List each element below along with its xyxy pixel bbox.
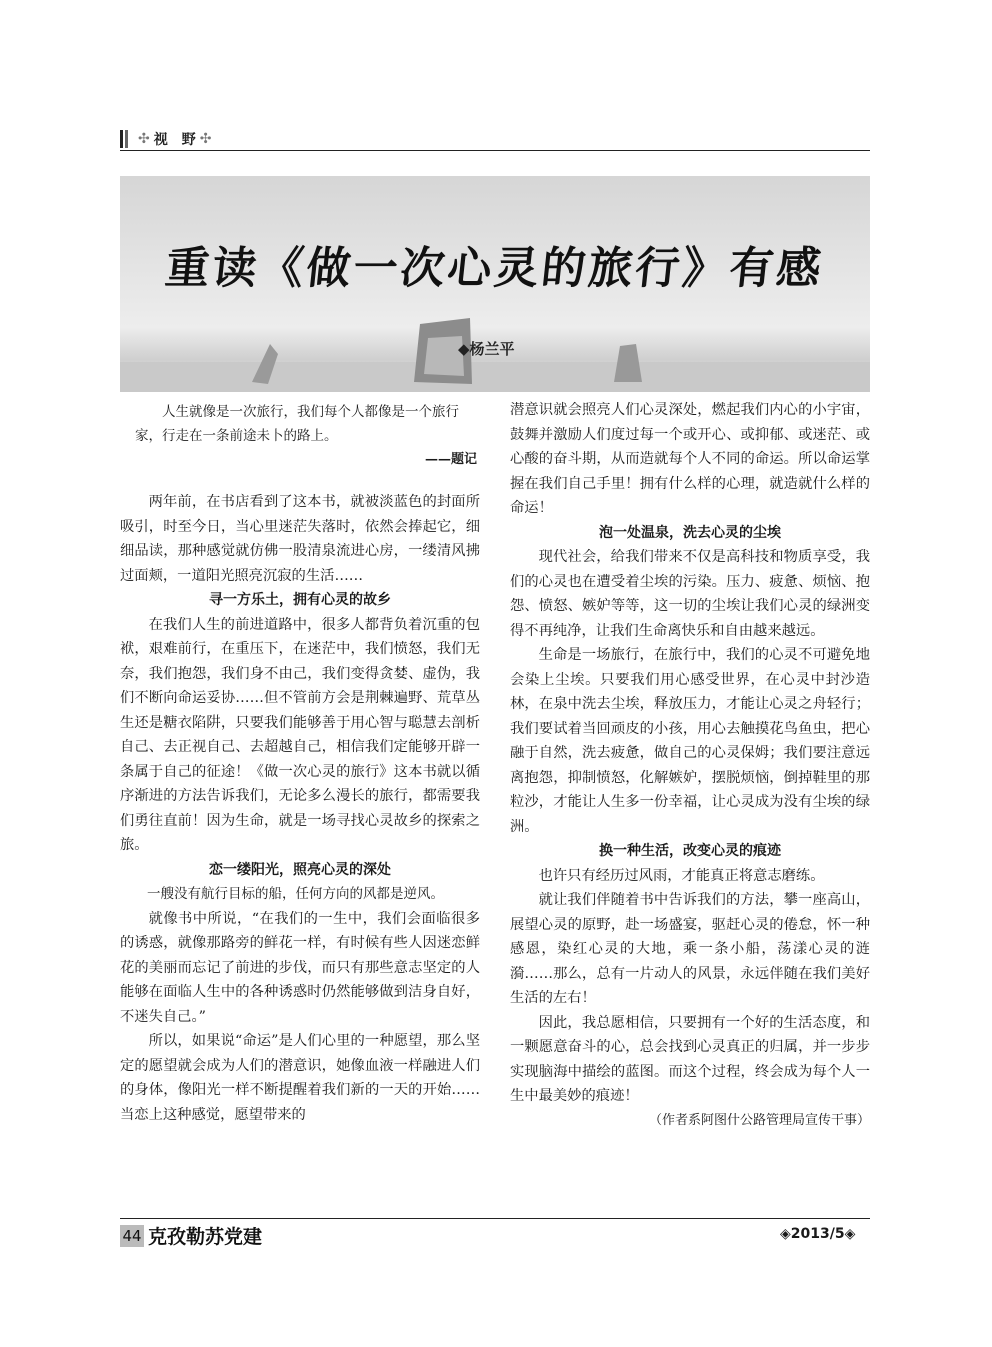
article-author: ◆杨兰平 [458, 340, 515, 358]
paragraph: 就像书中所说，“在我们的一生中，我们会面临很多的诱惑，就像那路旁的鲜花一样，有时候有些人因迷恋鲜花的美丽而忘记了前进的步伐，而只有那些意志坚定的人能够在面临人生中的各种诱惑时仍然能够做到洁身自好，不迷失自己。” [120, 910, 480, 1025]
subheading: 换一种生活，改变心灵的痕迹 [599, 843, 781, 859]
paragraph: 就让我们伴随着书中告诉我们的方法，攀一座高山，展望心灵的原野，赴一场盛宴，驱赶心灵的倦怠，怀一种感恩，染红心灵的大地，乘一条小船，荡漾心灵的涟漪……那么，总有一片动人的风景，永远伴随在我们美好生活的左右！ [510, 892, 870, 1006]
subheading: 恋一缕阳光，照亮心灵的深处 [209, 861, 391, 878]
bottom-rule [120, 1218, 870, 1219]
paragraph: 也许只有经历过风雨，才能真正将意志磨练。 [538, 867, 825, 884]
paragraph: 生命是一场旅行，在旅行中，我们的心灵不可避免地会染上尘埃。只要我们用心感受世界，在心灵中封沙造林，在泉中洗去尘埃，释放压力，才能让心灵之舟轻行；我们要试着当回顽皮的小孩，用心去触摸花鸟鱼虫，把心融于自然，洗去疲惫，做自己的心灵保姆；我们要注意远离抱怨，抑制愤怒，化解嫉妒，摆脱烦恼，倒掉鞋里的那粒沙，才能让人生多一份幸福，让心灵成为没有尘埃的绿洲。 [510, 647, 870, 835]
ornament-icon: ✣ [138, 131, 150, 147]
article-title: 重读《做一次心灵的旅行》有感 [162, 243, 827, 294]
subheading: 寻一方乐土，拥有心灵的故乡 [209, 592, 391, 608]
ornament-icon: ✣ [199, 131, 212, 147]
paragraph: 潜意识就会照亮人们心灵深处，燃起我们内心的小宇宙，鼓舞并激励人们度过每一个或开心、或抑郁、或迷茫、或心酸的奋斗期，从而造就每个人不同的命运。所以命运掌握在我们自己手里！拥有什么样的心理，就造就什么样的命运！ [510, 402, 870, 516]
top-rule [120, 150, 870, 151]
section-bars-icon [120, 130, 128, 148]
magazine-title: 克孜勒苏党建 [148, 1226, 263, 1248]
left-column [120, 490, 480, 1127]
section-label: 视 野 [153, 132, 196, 148]
section-tag [120, 128, 215, 150]
paragraph: 现代社会，给我们带来不仅是高科技和物质享受，我们的心灵也在遭受着尘埃的污染。压力、疲惫、烦恼、抱怨、愤怒、嫉妒等等，这一切的尘埃让我们心灵的绿洲变得不再纯净，让我们生命离快乐和自由越来越远。 [510, 549, 870, 639]
epigraph-sign: ——题记 [424, 452, 477, 467]
issue-number: ◈2013/5◈ [780, 1226, 856, 1242]
paragraph: 两年前，在书店看到了这本书，就被淡蓝色的封面所吸引，时至今日，当心里迷茫失落时，依然会捧起它，细细品读，那种感觉就仿佛一股清泉流进心房，一缕清风拂过面颊，一道阳光照亮沉寂的生活…… [120, 494, 480, 584]
subheading: 泡一处温泉，洗去心灵的尘埃 [599, 524, 781, 541]
page-number: 44 [120, 1225, 144, 1247]
epigraph-text: 人生就像是一次旅行，我们每个人都像是一个旅行家，行走在一条前途未卜的路上。 [135, 404, 459, 444]
paragraph: 因此，我总愿相信，只要拥有一个好的生活态度，和一颗愿意奋斗的心，总会找到心灵真正的归属，并一步步实现脑海中描绘的蓝图。而这个过程，终会成为每个人一生中最美妙的痕迹！ [510, 1014, 870, 1104]
right-column [510, 398, 870, 1133]
paragraph: 所以，如果说“命运”是人们心里的一种愿望，那么坚定的愿望就会成为人们的潜意识，她像血液一样融进人们的身体，像阳光一样不断提醒着我们新的一天的开始……当恋上这种感觉，愿望带来的 [120, 1033, 480, 1123]
author-note: （作者系阿图什公路管理局宣传干事） [648, 1112, 870, 1128]
footer-left [120, 1222, 262, 1249]
paragraph: 在我们人生的前进道路中，很多人都背负着沉重的包袱，艰难前行，在重压下，在迷茫中，我们愤怒，我们无奈，我们抱怨，我们身不由己，我们变得贪婪、虚伪，我们不断向命运妥协……但不管前方会是荆棘遍野、荒草丛生还是糖衣陷阱，只要我们能够善于用心智与聪慧去剖析自己、去正视自己、去超越自己，相信我们定能够开辟一条属于自己的征途！《做一次心灵的旅行》这本书就以循序渐进的方法告诉我们，无论多么漫长的旅行，都需要我们勇往直前！因为生命，就是一场寻找心灵故乡的探索之旅。 [120, 616, 480, 853]
epigraph [135, 400, 477, 472]
quote: 一艘没有航行目标的船，任何方向的风都是逆风。 [147, 886, 444, 902]
